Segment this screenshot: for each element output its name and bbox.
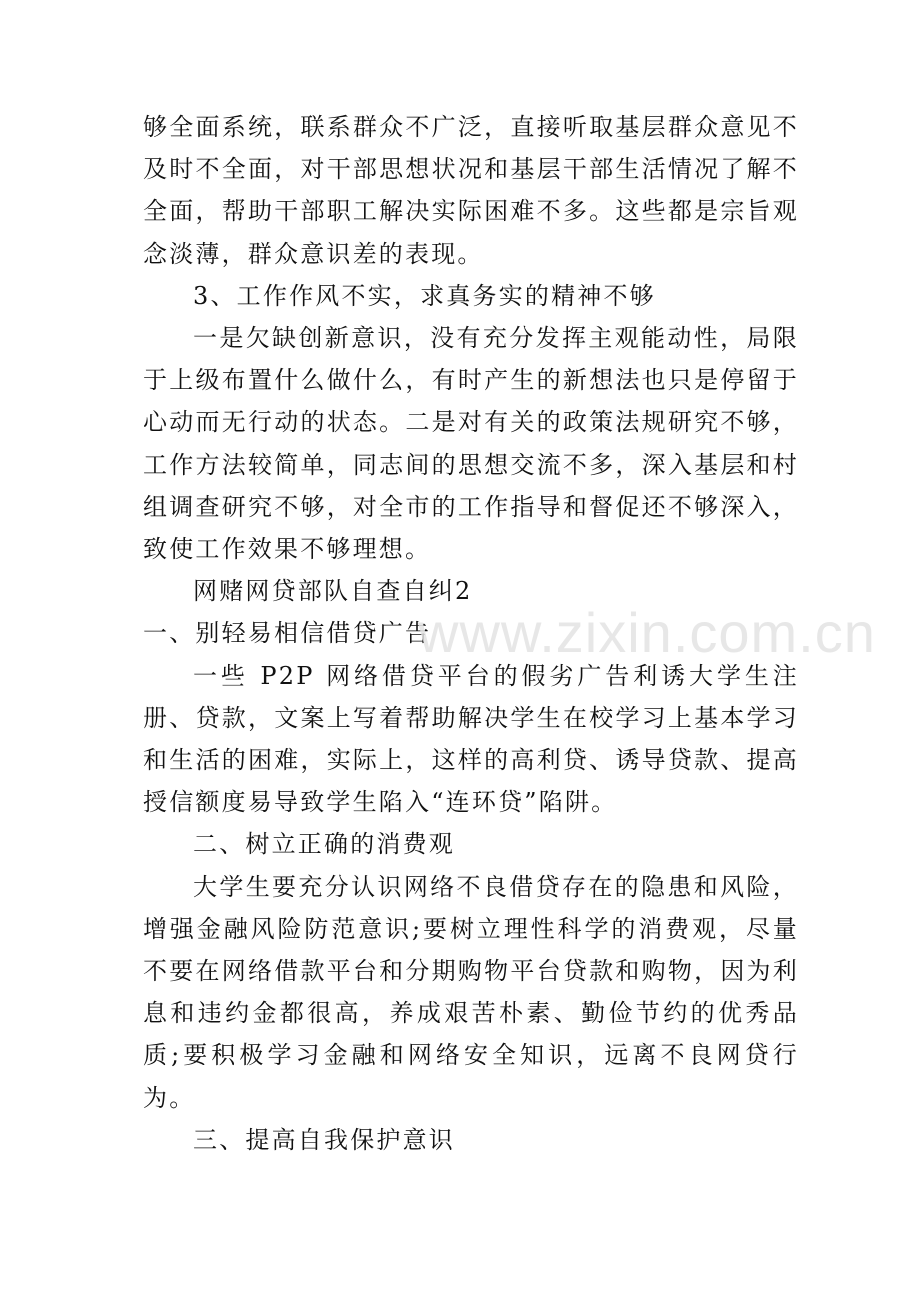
paragraph-work-style: 一是欠缺创新意识，没有充分发挥主观能动性，局限于上级布置什么做什么，有时产生的新想法也只是停留于心动而无行动的状态。二是对有关的政策法规研究不够，工作方法较简单，同志间的思想交流不多，深入基层和村组调查研究不够，对全市的工作指导和督促还不够深入，致使工作效果不够理想。: [143, 324, 799, 564]
section-heading-ads: 一、别轻易相信借贷广告: [143, 619, 432, 648]
section-heading-consumption: 二、树立正确的消费观: [193, 830, 455, 859]
document-page: [143, 106, 799, 1161]
paragraph-continuation: 够全面系统，联系群众不广泛，直接听取基层群众意见不及时不全面，对干部思想状况和基层干部生活情况了解不全面，帮助干部职工解决实际困难不多。这些都是宗旨观念淡薄，群众意识差的表现。: [143, 113, 799, 268]
section-heading-work-style: 3、工作作风不实，求真务实的精神不够: [193, 281, 656, 310]
paragraph-consumption: 大学生要充分认识网络不良借贷存在的隐患和风险，增强金融风险防范意识;要树立理性科学的消费观，尽量不要在网络借款平台和分期购物平台贷款和购物，因为利息和违约金都很高，养成艰苦朴素、勤俭节约的优秀品质;要积极学习金融和网络安全知识，远离不良网贷行为。: [143, 872, 799, 1112]
section-heading-self-protection: 三、提高自我保护意识: [193, 1125, 455, 1154]
paragraph-ads: 一些 P2P 网络借贷平台的假劣广告利诱大学生注册、贷款，文案上写着帮助解决学生在校学习上基本学习和生活的困难，实际上，这样的高利贷、诱导贷款、提高授信额度易导致学生陷入“连环贷”陷阱。: [143, 661, 799, 817]
watermark-text: www.zixin.com.cn: [418, 601, 876, 664]
document-title: 网赌网贷部队自查自纠2: [193, 577, 473, 606]
